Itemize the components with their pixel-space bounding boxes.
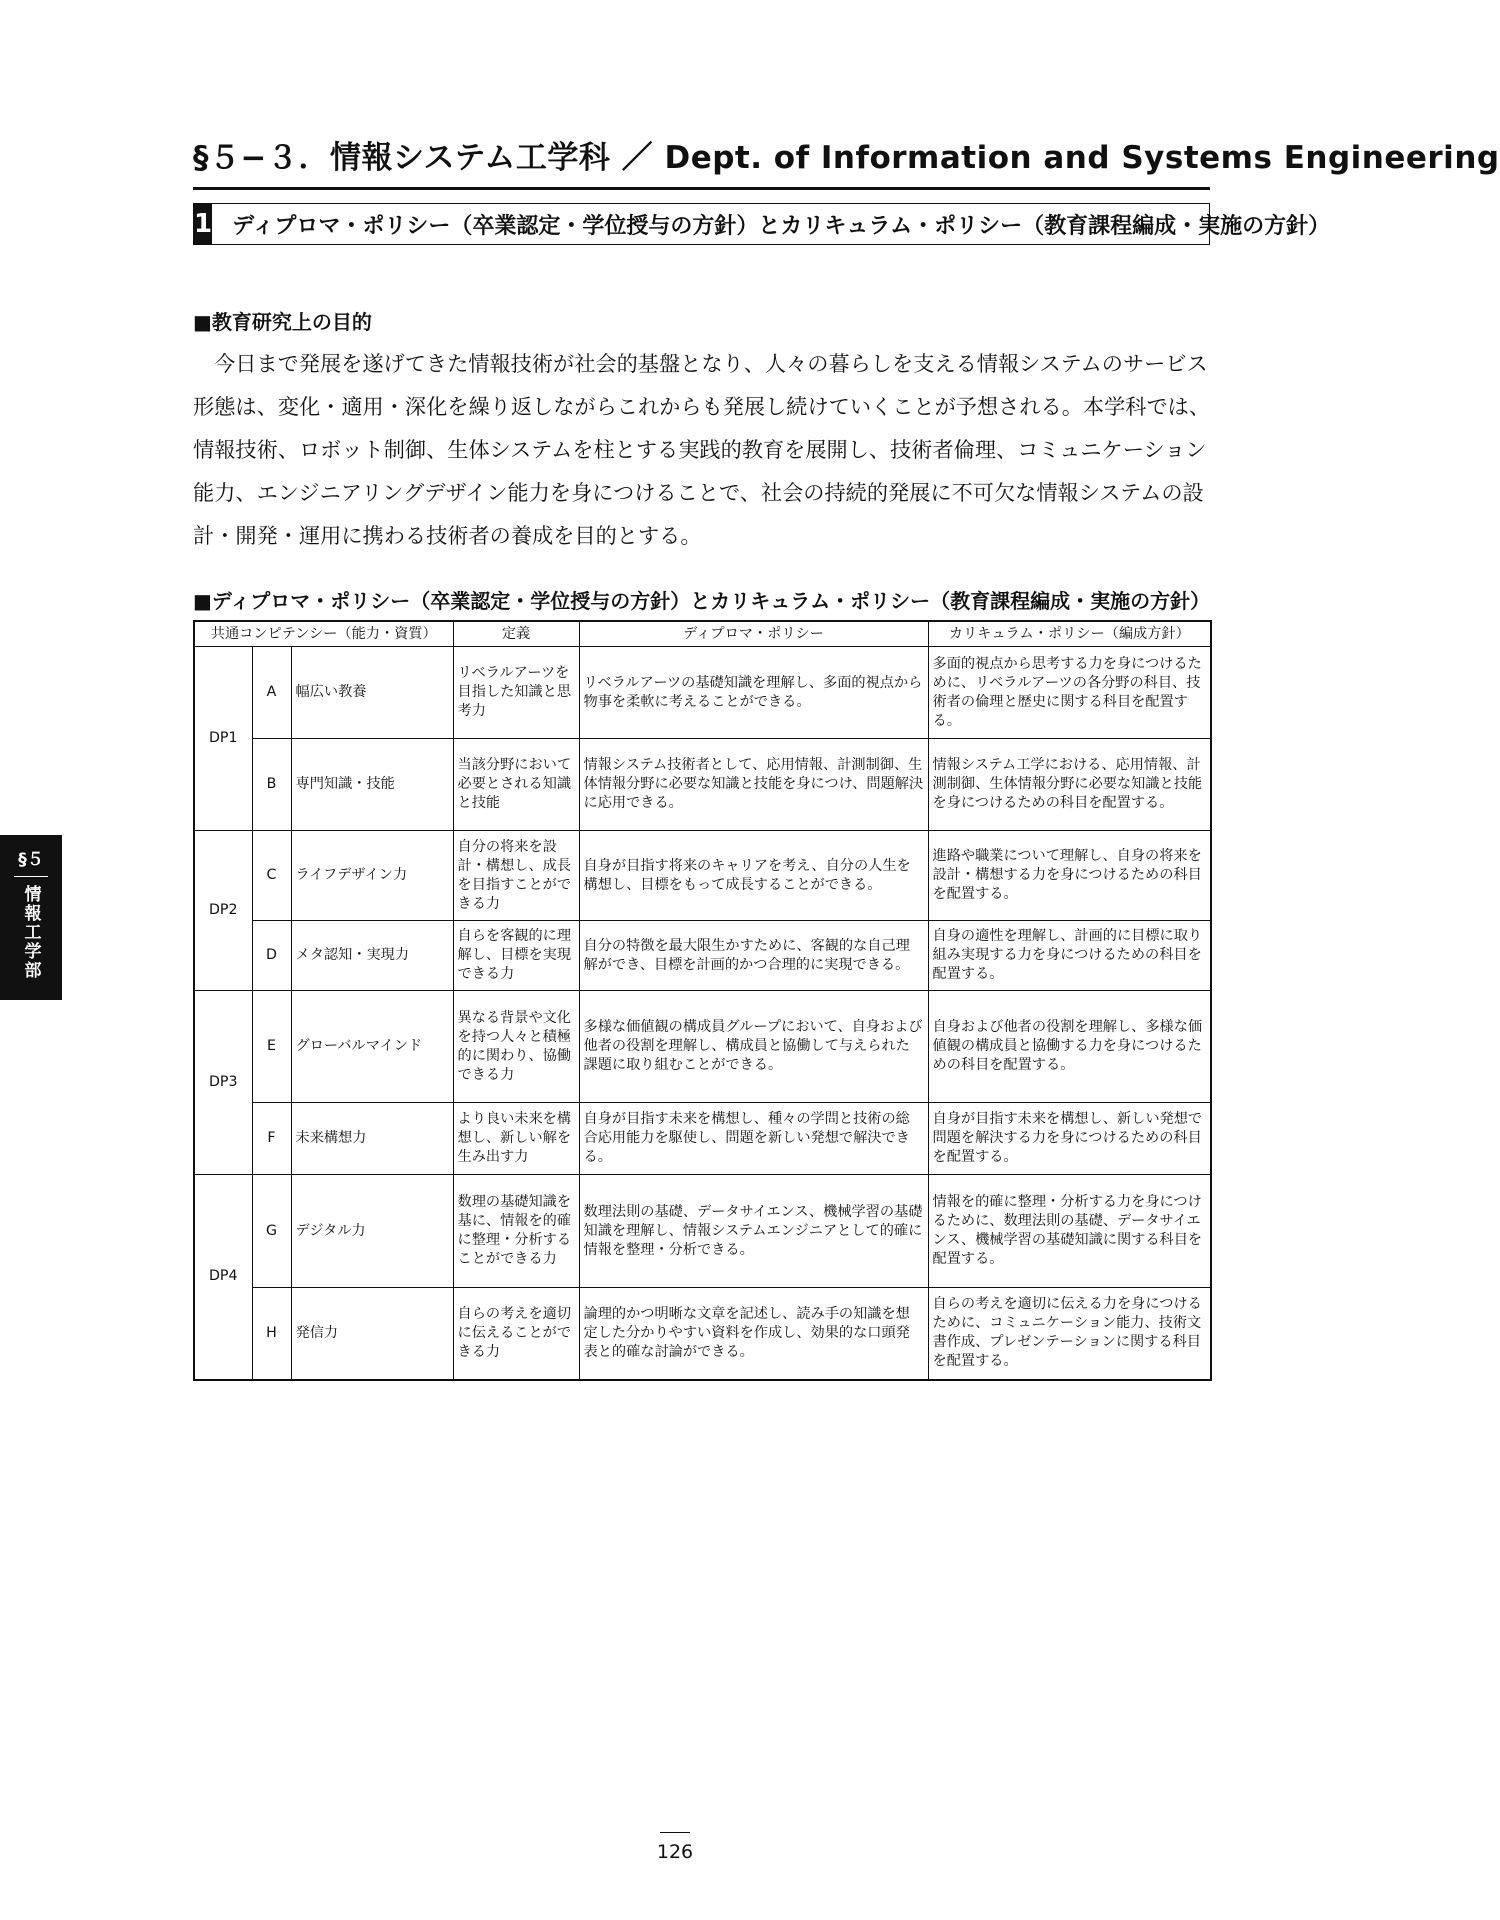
purpose-paragraph: 今日まで発展を遂げてきた情報技術が社会的基盤となり、人々の暮らしを支える情報システムのサービス形態は、変化・適用・深化を繰り返しながらこれからも発展し続けていくことが予想される。本学科では、情報技術、ロボット制御、生体システムを柱とする実践的教育を展開し、技術者倫理、コミュニケーション能力、エンジニアリングデザイン能力を身につけることで、社会の持続的発展に不可欠な情報システムの設計・開発・運用に携わる技術者の養成を目的とする。 [193, 351, 1211, 548]
chapter-side-tab [0, 835, 62, 1000]
table-row [194, 1288, 1211, 1380]
competency-name: 発信力 [291, 1288, 453, 1380]
competency-name: 幅広い教養 [291, 647, 453, 739]
definition-cell: より良い未来を構想し、新しい解を生み出す力 [453, 1103, 579, 1175]
title-underline [193, 187, 1210, 190]
table-row [194, 739, 1211, 831]
table-row [194, 647, 1211, 739]
side-tab-label: 情報工学部 [20, 885, 41, 980]
curriculum-cell: 情報を的確に整理・分析する力を身につけるために、数理法則の基礎、データサイエンス、機械学習の基礎知識に関する科目を配置する。 [928, 1175, 1211, 1288]
table-header-row [194, 621, 1211, 647]
section-heading-text: ディプロマ・ポリシー（卒業認定・学位授与の方針）とカリキュラム・ポリシー（教育課程編成・実施の方針） [232, 213, 1331, 239]
header-competency: 共通コンピテンシー（能力・資質） [194, 621, 453, 647]
curriculum-cell: 自らの考えを適切に伝える力を身につけるために、コミュニケーション能力、技術文書作成、プレゼンテーションに関する科目を配置する。 [928, 1288, 1211, 1380]
definition-cell: 数理の基礎知識を基に、情報を的確に整理・分析することができる力 [453, 1175, 579, 1288]
competency-name: 専門知識・技能 [291, 739, 453, 831]
competency-name: デジタル力 [291, 1175, 453, 1288]
table-row [194, 991, 1211, 1103]
header-definition: 定義 [453, 621, 579, 647]
table-row [194, 1103, 1211, 1175]
page-number: 126 [656, 1841, 694, 1863]
diploma-cell: 論理的かつ明晰な文章を記述し、読み手の知識を想定した分かりやすい資料を作成し、効果的な口頭発表と的確な討論ができる。 [579, 1288, 928, 1380]
policy-heading: ■ディプロマ・ポリシー（卒業認定・学位授与の方針）とカリキュラム・ポリシー（教育課程編成・実施の方針） [193, 589, 1211, 613]
diploma-cell: 自身が目指す未来を構想し、種々の学問と技術の総合応用能力を駆使し、問題を新しい発想で解決できる。 [579, 1103, 928, 1175]
competency-name: ライフデザイン力 [291, 831, 453, 921]
page-title: §５−３．情報システム工学科 ／ Dept. of Information and Systems Engineering [193, 140, 1500, 176]
definition-cell: 当該分野において必要とされる知識と技能 [453, 739, 579, 831]
section-number: 1 [194, 204, 212, 244]
curriculum-cell: 多面的視点から思考する力を身につけるために、リベラルアーツの各分野の科目、技術者の倫理と歴史に関する科目を配置する。 [928, 647, 1211, 739]
curriculum-cell: 自身の適性を理解し、計画的に目標に取り組み実現する力を身につけるための科目を配置する。 [928, 921, 1211, 991]
definition-cell: 自分の将来を設計・構想し、成長を目指すことができる力 [453, 831, 579, 921]
table-row [194, 831, 1211, 921]
competency-letter: A [252, 647, 291, 739]
diploma-cell: 数理法則の基礎、データサイエンス、機械学習の基礎知識を理解し、情報システムエンジニアとして的確に情報を整理・分析できる。 [579, 1175, 928, 1288]
competency-letter: G [252, 1175, 291, 1288]
diploma-cell: 自分の特徴を最大限生かすために、客観的な自己理解ができ、目標を計画的かつ合理的に実現できる。 [579, 921, 928, 991]
curriculum-cell: 情報システム工学における、応用情報、計測制御、生体情報分野に必要な知識と技能を身につけるための科目を配置する。 [928, 739, 1211, 831]
header-diploma-policy: ディプロマ・ポリシー [579, 621, 928, 647]
competency-letter: E [252, 991, 291, 1103]
diploma-cell: リベラルアーツの基礎知識を理解し、多面的視点から物事を柔軟に考えることができる。 [579, 647, 928, 739]
competency-letter: B [252, 739, 291, 831]
table-row [194, 921, 1211, 991]
side-tab-divider [14, 876, 48, 877]
competency-name: グローバルマインド [291, 991, 453, 1103]
page-footer [645, 1832, 705, 1863]
curriculum-cell: 自身および他者の役割を理解し、多様な価値観の構成員と協働する力を身につけるための科目を配置する。 [928, 991, 1211, 1103]
diploma-cell: 自身が目指す将来のキャリアを考え、自分の人生を構想し、目標をもって成長することができる。 [579, 831, 928, 921]
competency-letter: D [252, 921, 291, 991]
competency-letter: H [252, 1288, 291, 1380]
dp-label: DP1 [194, 647, 252, 831]
competency-name: 未来構想力 [291, 1103, 453, 1175]
header-curriculum-policy: カリキュラム・ポリシー（編成方針） [928, 621, 1211, 647]
definition-cell: 自らを客観的に理解し、目標を実現できる力 [453, 921, 579, 991]
dp-label: DP3 [194, 991, 252, 1175]
dp-label: DP4 [194, 1175, 252, 1380]
competency-name: メタ認知・実現力 [291, 921, 453, 991]
dp-label: DP2 [194, 831, 252, 991]
competency-letter: F [252, 1103, 291, 1175]
definition-cell: 自らの考えを適切に伝えることができる力 [453, 1288, 579, 1380]
definition-cell: 異なる背景や文化を持つ人々と積極的に関わり、協働できる力 [453, 991, 579, 1103]
curriculum-cell: 進路や職業について理解し、自身の将来を設計・構想する力を身につけるための科目を配置する。 [928, 831, 1211, 921]
definition-cell: リベラルアーツを目指した知識と思考力 [453, 647, 579, 739]
footer-rule [660, 1832, 690, 1833]
section-heading [193, 203, 1331, 245]
table-row [194, 1175, 1211, 1288]
diploma-cell: 情報システム技術者として、応用情報、計測制御、生体情報分野に必要な知識と技能を身につけ、問題解決に応用できる。 [579, 739, 928, 831]
policy-table [193, 620, 1212, 1381]
competency-letter: C [252, 831, 291, 921]
diploma-cell: 多様な価値観の構成員グループにおいて、自身および他者の役割を理解し、構成員と協働して与えられた課題に取り組むことができる。 [579, 991, 928, 1103]
side-tab-number: §５ [18, 850, 44, 870]
curriculum-cell: 自身が目指す未来を構想し、新しい発想で問題を解決する力を身につけるための科目を配置する。 [928, 1103, 1211, 1175]
purpose-heading: ■教育研究上の目的 [193, 310, 372, 334]
